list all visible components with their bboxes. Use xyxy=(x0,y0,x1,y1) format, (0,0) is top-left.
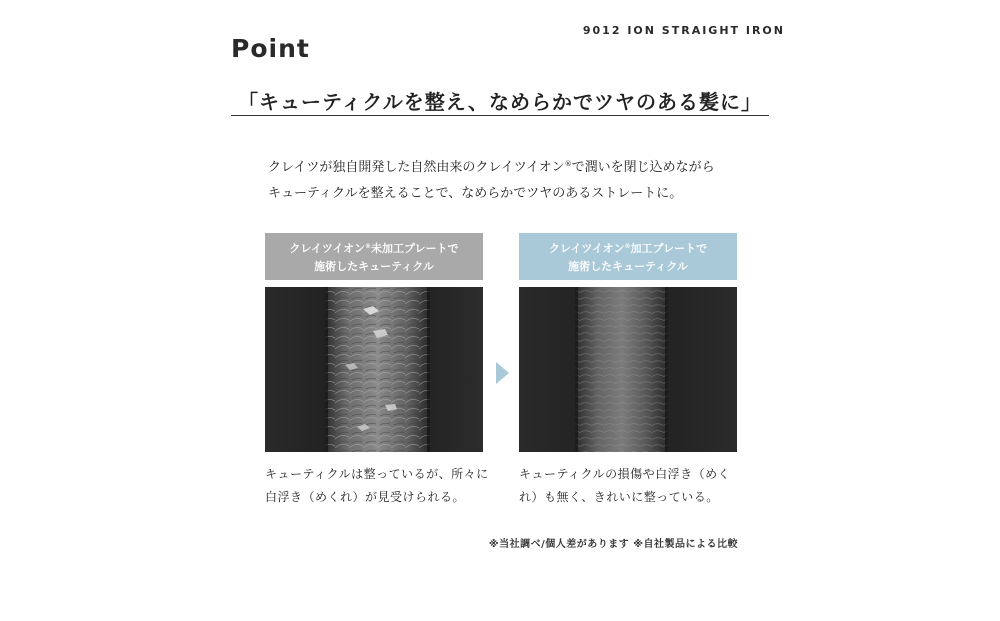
intro-line-2: キューティクルを整えることで、なめらかでツヤのあるストレートに。 xyxy=(268,186,683,201)
comparison-panel-treated xyxy=(519,233,737,509)
product-name: 9012 ION STRAIGHT IRON xyxy=(582,24,785,37)
intro-text xyxy=(268,151,768,207)
panel-label-treated: クレイツイオン®加工プレートで 施術したキューティクル xyxy=(519,233,737,280)
headline-divider xyxy=(231,115,769,116)
section-title: Point xyxy=(231,34,310,63)
comparison-panel-untreated xyxy=(265,233,489,509)
intro-line-1: クレイツが独自開発した自然由来のクレイツイオン®で潤いを閉じ込めながら xyxy=(268,160,715,175)
caption-treated: キューティクルの損傷や白浮き（めく れ）も無く、きれいに整っている。 xyxy=(519,467,731,504)
sem-image-treated-hair xyxy=(519,287,737,452)
caption-untreated: キューティクルは整っているが、所々に 白浮き（めくれ）が見受けられる。 xyxy=(265,467,489,504)
right-triangle-icon xyxy=(496,362,509,384)
panel-label-untreated: クレイツイオン®未加工プレートで 施術したキューティクル xyxy=(265,233,483,280)
headline: 「キューティクルを整え、なめらかでツヤのある髪に」 xyxy=(238,90,762,114)
sem-image-untreated-hair xyxy=(265,287,483,452)
footnote: ※当社調べ/個人差があります ※自社製品による比較 xyxy=(488,539,738,550)
